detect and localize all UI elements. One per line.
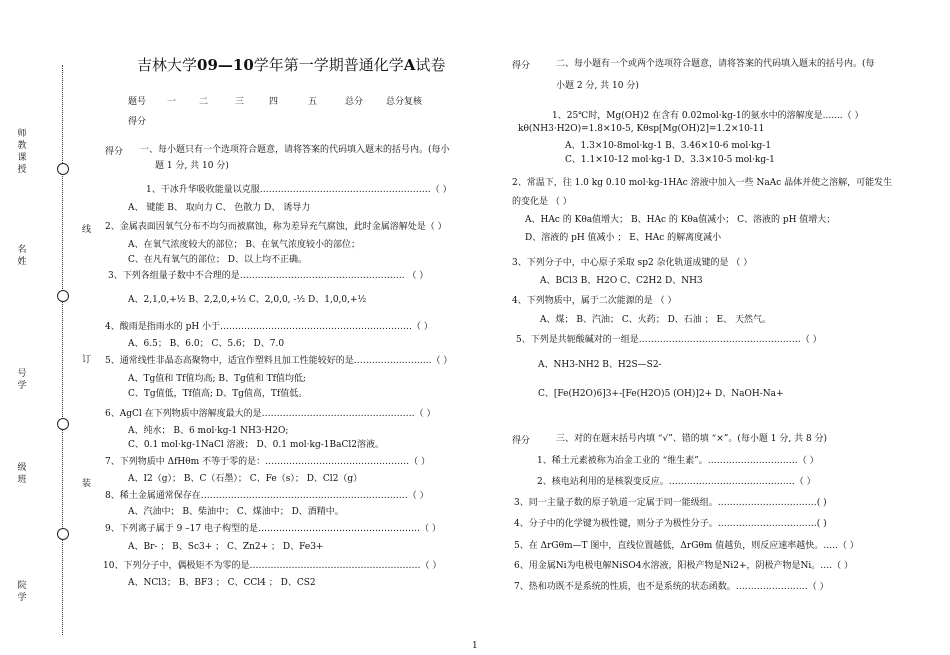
section2-line: 1、25℃时，Mg(OH)2 在含有 0.02mol·kg-1的氨水中的溶解度是.......（ ） (552, 111, 864, 121)
section1-line: 9、下列离子属于 9 –17 电子构型的是………………………………………………（ ） (105, 524, 441, 534)
section1-line: 6、AgCl 在下列物质中溶解度最大的是……………………………………………（ ） (105, 409, 436, 419)
page-number: 1 (472, 641, 478, 651)
binding-circle (57, 418, 69, 430)
section2-line: A、BCl3 B、H2O C、C2H2 D、NH3 (540, 276, 703, 286)
section2-score-label: 得分 (512, 61, 531, 71)
title-middle: 学年第一学期普通化学 (253, 56, 404, 74)
margin-label-student-id: 号 学 (17, 369, 27, 391)
binding-circle (57, 163, 69, 175)
section2-line: A、NH3-NH2 B、H2S—S2- (538, 360, 662, 370)
section1-line: A、2,1,0,+½ B、2,2,0,+½ C、2,0,0, -½ D、1,0,0,+½ (128, 295, 367, 305)
binding-circle (57, 528, 69, 540)
section3-line: 7、热和功既不是系统的性质，也不是系统的状态函数。……………………（ ） (514, 582, 829, 592)
section1-score-label: 得分 (105, 147, 124, 157)
section3-line: 5、在 ΔrGθm—T 图中，直线位置越低，ΔrGθm 值越负，则反应速率越快。…..（ ） (514, 541, 859, 551)
section3-line: 4、分子中的化学键为极性键，则分子为极性分子。……………………………( ) (514, 519, 827, 529)
score-header: 四 (269, 97, 279, 107)
section1-line: 5、通常线性非晶态高聚物中，适宜作塑料且加工性能较好的是……………………..（ ） (105, 356, 453, 366)
section3-score-label: 得分 (512, 436, 531, 446)
section3-line: 3、同一主量子数的原子轨道一定属于同一能级组。……………………………( ) (514, 498, 827, 508)
score-header: 二 (199, 97, 209, 107)
title-grade: A (403, 56, 416, 74)
section3-line: 6、用金属Ni为电极电解NiSO4水溶液，阳极产物是Ni2+，阴极产物是Ni。….（ ） (514, 561, 854, 571)
section3-heading: 三、对的在题末括号内填 “√”、错的填 “×”。(每小题 1 分, 共 8 分) (556, 434, 828, 444)
section2-line: 5、下列是共轭酸碱对的一组是………………………………………………（ ） (516, 335, 822, 345)
section3-line: 2、核电站利用的是核裂变反应。……………………………………（ ） (537, 477, 816, 487)
binding-line (62, 65, 63, 635)
page-title (137, 54, 445, 75)
section1-line: C、Tg值低，Tf值高; D、Tg值高，Tf值低。 (128, 389, 308, 399)
section2-line: 3、下列分子中，中心原子采取 sp2 杂化轨道成键的是 （ ） (512, 258, 753, 268)
section1-line: A、 键能 B、 取向力 C、 色散力 D、 诱导力 (128, 203, 311, 213)
section2-line: A、煤； B、汽油； C、火药； D、石油 ； E、 天然气。 (540, 315, 771, 325)
section1-line: 7、下列物质中 ΔfHθm 不等于零的是：…………………………………………（ ） (105, 457, 430, 467)
section2-line: C、[Fe(H2O)6]3+-[Fe(H2O)5 (OH)]2+ D、NaOH-Na+ (538, 389, 784, 399)
section2-line: A、HAc 的 Kθa值增大； B、HAc 的 Kθa值减小； C、溶液的 pH 值增大； (525, 215, 836, 225)
section1-line: 8、稀土金属通常保存在……………………………………………………………（ ） (105, 491, 429, 501)
section1-line: A、Br- ； B、Sc3+ ； C、Zn2+ ； D、Fe3+ (128, 542, 324, 552)
score-header: 总分 (345, 97, 364, 107)
section2-line: A、1.3×10-8mol·kg-1 B、3.46×10-6 mol·kg-1 (565, 141, 772, 151)
section1-line: C、在凡有氧气的部位； D、以上均不正确。 (128, 255, 307, 265)
section2-line: D、溶液的 pH 值减小 ； E、HAc 的解离度减小 (525, 233, 722, 243)
section1-line: C、0.1 mol·kg-1NaCl 溶液； D、0.1 mol·kg-1BaCl2溶液。 (128, 440, 384, 450)
margin-label-name: 名 姓 (17, 245, 27, 267)
section1-heading: 一、每小题只有一个选项符合题意，请将答案的代码填入题末的括号内。(每小 (140, 145, 450, 155)
binder-label-line: 线 (82, 225, 92, 235)
section1-line: A、Tg值和 Tf值均高; B、Tg值和 Tf值均低; (128, 374, 306, 384)
section1-heading-cont: 题 1 分, 共 10 分) (155, 161, 229, 171)
section2-line: 4、下列物质中，属于二次能源的是 （ ） (512, 296, 677, 306)
margin-label-class: 级 班 (17, 463, 27, 485)
section1-line: 10、下列分子中，偶极矩不为零的是…………………………………………………（ ） (103, 561, 442, 571)
binder-label-bind: 装 (82, 479, 92, 489)
section1-line: A、汽油中； B、柴油中； C、煤油中； D、酒精中。 (128, 507, 344, 517)
score-header: 五 (308, 97, 318, 107)
section1-line: 4、酸雨是指雨水的 pH 小于……………………………………………………….（ ） (105, 322, 433, 332)
section1-line: A、纯水； B、6 mol·kg-1 NH3·H2O; (128, 426, 289, 436)
score-header: 总分复核 (386, 97, 423, 107)
section2-line: 2、常温下，往 1.0 kg 0.10 mol·kg-1HAc 溶液中加入一些 NaAc 晶体并使之溶解，可能发生 (512, 178, 893, 188)
section2-heading-cont: 小题 2 分, 共 10 分) (556, 81, 639, 91)
section1-line: 3、下列各组量子数中不合理的是………………………………………………. （ ） (108, 271, 429, 281)
section2-line: 的变化是 （ ） (512, 197, 572, 207)
title-year: 09—10 (197, 56, 254, 74)
section2-line: kθ(NH3·H2O)=1.8×10-5, Kθsp[Mg(OH)2]=1.2×10-11 (518, 124, 765, 134)
section1-line: A、在氧气浓度较大的部位； B、在氧气浓度较小的部位； (128, 240, 360, 250)
section2-heading: 二、每小题有一个或两个选项符合题意，请将答案的代码填入题末的括号内。(每 (556, 59, 875, 69)
section2-line: C、1.1×10-12 mol·kg-1 D、3.3×10-5 mol·kg-1 (565, 155, 775, 165)
section1-line: A、6.5； B、6.0； C、5.6； D、7.0 (128, 339, 285, 349)
title-prefix: 吉林大学 (137, 56, 198, 74)
section1-line: 2、金属表面因氧气分布不均匀而被腐蚀，称为差异充气腐蚀，此时金属溶解处是（ ） (105, 222, 447, 232)
score-header: 一 (167, 97, 177, 107)
title-suffix: 试卷 (415, 56, 446, 74)
binder-label-staple: 订 (82, 355, 92, 365)
score-row-label: 得分 (128, 117, 147, 127)
binding-circle (57, 290, 69, 302)
score-header: 三 (235, 97, 245, 107)
section1-line: A、NCl3； B、BF3 ； C、CCl4 ； D、CS2 (128, 578, 316, 588)
margin-label-teacher: 师 教 课 授 (17, 129, 27, 175)
section1-line: A、I2（g）； B、C（石墨）； C、Fe（s）； D、Cl2（g） (128, 474, 363, 484)
section3-line: 1、稀土元素被称为冶金工业的 “维生素”。…………………………（ ） (537, 456, 819, 466)
margin-label-college: 院 学 (17, 581, 27, 603)
section1-line: 1、干冰升华吸收能量以克服…………………………………………………（ ） (146, 185, 452, 195)
score-header: 题号 (128, 97, 147, 107)
